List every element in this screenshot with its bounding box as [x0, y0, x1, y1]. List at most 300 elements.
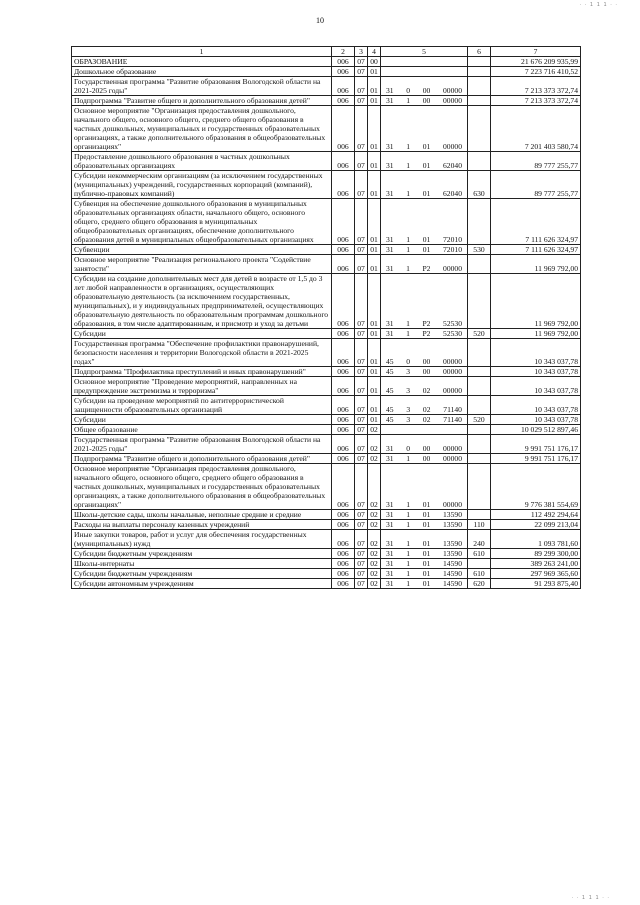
row-pr: 02	[368, 569, 381, 579]
cs-code-parts	[383, 367, 465, 376]
row-pr: 02	[368, 559, 381, 569]
cs-part: 13590	[443, 520, 462, 529]
row-name: Государственная программа "Обеспечение профилактики правонарушений, безопасности населения и территории Вологодской области в 2021-2025 годах"	[72, 339, 332, 367]
cs-part: 00000	[443, 444, 462, 453]
cs-part: 01	[422, 142, 431, 151]
cs-part: 01	[422, 539, 431, 548]
row-name: Подпрограмма "Профилактика преступлений и иных правонарушений"	[72, 367, 332, 377]
row-pr: 01	[368, 339, 381, 367]
cs-part: 3	[406, 386, 411, 395]
cs-part: 31	[386, 245, 394, 254]
row-pr: 01	[368, 415, 381, 425]
row-sum: 7 213 373 372,74	[491, 96, 581, 106]
cs-part: 00	[422, 357, 431, 366]
cs-part: 1	[406, 189, 411, 198]
row-pr: 02	[368, 464, 381, 510]
row-name: Государственная программа "Развитие образования Вологодской области на 2021-2025 годы"	[72, 435, 332, 454]
cs-part: 52530	[443, 319, 462, 328]
row-ved: 006	[332, 520, 355, 530]
row-sum: 7 201 403 580,74	[491, 106, 581, 152]
row-vr	[468, 199, 491, 245]
row-rz: 07	[355, 96, 368, 106]
cs-part: 31	[386, 510, 394, 519]
cs-part: 00	[422, 367, 431, 376]
row-ved: 006	[332, 415, 355, 425]
cs-part: P2	[422, 329, 431, 338]
row-name: Субсидии на проведение мероприятий по антитеррористической защищенности образовательных организаций	[72, 396, 332, 415]
cs-part: 45	[386, 386, 394, 395]
cs-part: 02	[422, 405, 431, 414]
cs-part: 14590	[443, 579, 462, 588]
cs-part: 1	[406, 549, 411, 558]
table-row	[72, 454, 581, 464]
table-row	[72, 579, 581, 589]
row-vr: 520	[468, 415, 491, 425]
table-row	[72, 510, 581, 520]
row-ved: 006	[332, 171, 355, 199]
row-name: Основное мероприятие "Организация предоставления дошкольного, начального общего, основного общего, среднего общего образования в частных дошкольных, муниципальных и государственных образовательных организациях, а также дополнительного образования в общеобразовательных организациях"	[72, 464, 332, 510]
row-sum: 89 299 300,00	[491, 549, 581, 559]
cs-part: 71140	[443, 405, 462, 414]
cs-part: 02	[422, 386, 431, 395]
row-ved: 006	[332, 199, 355, 245]
cs-part: 00000	[443, 367, 462, 376]
budget-table	[71, 46, 581, 589]
row-name: Иные закупки товаров, работ и услуг для обеспечения государственных (муниципальных) нужд	[72, 530, 332, 549]
row-rz: 07	[355, 510, 368, 520]
row-cs	[381, 530, 468, 549]
cs-code-parts	[383, 189, 465, 198]
cs-code-parts	[383, 579, 465, 588]
table-row	[72, 57, 581, 67]
row-rz: 07	[355, 520, 368, 530]
row-rz: 07	[355, 199, 368, 245]
cs-part: 00	[422, 454, 431, 463]
row-sum: 10 343 037,78	[491, 396, 581, 415]
row-name: Основное мероприятие "Организация предоставления дошкольного, начального общего, основного общего, среднего общего образования в частных дошкольных, муниципальных и государственных образовательных организациях, а также дополнительного образования в общеобразовательных организациях"	[72, 106, 332, 152]
row-cs	[381, 415, 468, 425]
cs-part: 00000	[443, 86, 462, 95]
row-rz: 07	[355, 274, 368, 329]
row-sum: 21 676 209 935,99	[491, 57, 581, 67]
cs-code-parts	[383, 510, 465, 519]
row-sum: 1 093 781,60	[491, 530, 581, 549]
row-ved: 006	[332, 549, 355, 559]
cs-part: 45	[386, 367, 394, 376]
cs-part: P2	[422, 264, 431, 273]
row-sum: 11 969 792,00	[491, 274, 581, 329]
row-name: Расходы на выплаты персоналу казенных учреждений	[72, 520, 332, 530]
row-rz: 07	[355, 367, 368, 377]
row-cs	[381, 171, 468, 199]
row-cs	[381, 245, 468, 255]
cs-code-parts	[383, 142, 465, 151]
row-sum: 22 099 213,04	[491, 520, 581, 530]
cs-part: 31	[386, 264, 394, 273]
cs-part: 31	[386, 539, 394, 548]
cs-part: 01	[422, 559, 431, 568]
row-cs	[381, 549, 468, 559]
cs-part: 01	[422, 500, 431, 509]
row-vr	[468, 274, 491, 329]
cs-part: 01	[422, 510, 431, 519]
cs-part: 01	[422, 189, 431, 198]
cs-part: 45	[386, 415, 394, 424]
table-row	[72, 274, 581, 329]
cs-code-parts	[383, 357, 465, 366]
row-name: Субсидии на создание дополнительных мест для детей в возрасте от 1,5 до 3 лет любой направленности в организациях, осуществляющих образовательную деятельность (за исключением государственных, муниципальных), и у индивидуальных предпринимателей, осуществляющих образовательную деятельность по образовательным программам дошкольного образования, в том числе адаптированным, и присмотр и уход за детьми	[72, 274, 332, 329]
table-row	[72, 559, 581, 569]
row-vr: 630	[468, 171, 491, 199]
row-rz: 07	[355, 549, 368, 559]
cs-part: 1	[406, 539, 411, 548]
row-vr: 110	[468, 520, 491, 530]
page-number: 10	[316, 16, 324, 25]
row-cs	[381, 152, 468, 171]
row-pr: 02	[368, 454, 381, 464]
row-cs	[381, 464, 468, 510]
table-row	[72, 339, 581, 367]
row-cs	[381, 67, 468, 77]
row-vr: 610	[468, 549, 491, 559]
row-rz: 07	[355, 559, 368, 569]
row-sum: 10 343 037,78	[491, 339, 581, 367]
cs-code-parts	[383, 96, 465, 105]
row-ved: 006	[332, 274, 355, 329]
row-sum: 7 223 716 410,52	[491, 67, 581, 77]
row-vr	[468, 367, 491, 377]
cs-code-parts	[383, 415, 465, 424]
cs-part: 1	[406, 569, 411, 578]
row-ved: 006	[332, 67, 355, 77]
row-rz: 07	[355, 579, 368, 589]
row-cs	[381, 435, 468, 454]
cs-part: P2	[422, 319, 431, 328]
cs-part: 31	[386, 520, 394, 529]
row-sum: 89 777 255,77	[491, 152, 581, 171]
row-name: Субвенции	[72, 245, 332, 255]
row-vr	[468, 435, 491, 454]
cs-part: 45	[386, 405, 394, 414]
row-sum: 91 293 875,40	[491, 579, 581, 589]
row-name: Дошкольное образование	[72, 67, 332, 77]
row-pr: 02	[368, 510, 381, 520]
cs-part: 31	[386, 329, 394, 338]
cs-part: 00	[422, 444, 431, 453]
row-pr: 01	[368, 67, 381, 77]
row-pr: 02	[368, 425, 381, 435]
row-sum: 11 969 792,00	[491, 255, 581, 274]
table-header	[72, 47, 581, 57]
row-vr	[468, 510, 491, 520]
row-ved: 006	[332, 77, 355, 96]
table-row	[72, 171, 581, 199]
row-ved: 006	[332, 96, 355, 106]
cs-part: 31	[386, 579, 394, 588]
table-row	[72, 67, 581, 77]
row-vr	[468, 255, 491, 274]
cs-part: 00000	[443, 454, 462, 463]
cs-part: 00000	[443, 386, 462, 395]
row-sum: 9 991 751 176,17	[491, 454, 581, 464]
row-ved: 006	[332, 106, 355, 152]
cs-code-parts	[383, 264, 465, 273]
cs-part: 01	[422, 520, 431, 529]
cs-part: 72010	[443, 235, 462, 244]
cs-part: 13590	[443, 539, 462, 548]
cs-code-parts	[383, 454, 465, 463]
cs-part: 1	[406, 579, 411, 588]
table-row	[72, 199, 581, 245]
table-row	[72, 377, 581, 396]
row-pr: 01	[368, 106, 381, 152]
cs-part: 3	[406, 415, 411, 424]
row-vr	[468, 454, 491, 464]
cs-part: 02	[422, 415, 431, 424]
header-cell: 4	[368, 47, 381, 57]
row-rz: 07	[355, 106, 368, 152]
cs-part: 14590	[443, 569, 462, 578]
row-cs	[381, 199, 468, 245]
table-row	[72, 106, 581, 152]
row-cs	[381, 510, 468, 520]
cs-part: 1	[406, 500, 411, 509]
table-row	[72, 329, 581, 339]
row-vr	[468, 77, 491, 96]
row-sum: 389 263 241,00	[491, 559, 581, 569]
row-cs	[381, 96, 468, 106]
table-row	[72, 396, 581, 415]
row-rz: 07	[355, 530, 368, 549]
row-rz: 07	[355, 171, 368, 199]
row-vr	[468, 339, 491, 367]
table-row	[72, 549, 581, 559]
row-pr: 01	[368, 329, 381, 339]
row-vr: 520	[468, 329, 491, 339]
row-pr: 01	[368, 96, 381, 106]
row-name: Субсидии некоммерческим организациям (за исключением государственных (муниципальных) учреждений, государственных корпораций (компаний), публично-правовых компаний)	[72, 171, 332, 199]
cs-part: 01	[422, 569, 431, 578]
row-ved: 006	[332, 377, 355, 396]
cs-code-parts	[383, 500, 465, 509]
row-sum: 7 111 626 324,97	[491, 199, 581, 245]
cs-code-parts	[383, 569, 465, 578]
row-rz: 07	[355, 329, 368, 339]
row-ved: 006	[332, 435, 355, 454]
row-rz: 07	[355, 454, 368, 464]
row-pr: 01	[368, 367, 381, 377]
cs-part: 31	[386, 559, 394, 568]
cs-code-parts	[383, 245, 465, 254]
table-row	[72, 255, 581, 274]
row-ved: 006	[332, 57, 355, 67]
cs-code-parts	[383, 405, 465, 414]
row-vr	[468, 57, 491, 67]
row-pr: 02	[368, 520, 381, 530]
row-rz: 07	[355, 255, 368, 274]
row-cs	[381, 377, 468, 396]
row-cs	[381, 255, 468, 274]
header-cell: 2	[332, 47, 355, 57]
cs-part: 31	[386, 319, 394, 328]
row-pr: 02	[368, 435, 381, 454]
cs-part: 31	[386, 454, 394, 463]
cs-part: 31	[386, 142, 394, 151]
row-rz: 07	[355, 377, 368, 396]
cs-part: 14590	[443, 559, 462, 568]
row-ved: 006	[332, 425, 355, 435]
row-pr: 01	[368, 274, 381, 329]
row-rz: 07	[355, 57, 368, 67]
row-vr: 530	[468, 245, 491, 255]
row-name: Предоставление дошкольного образования в частных дошкольных образовательных организациях	[72, 152, 332, 171]
row-rz: 07	[355, 339, 368, 367]
header-cell: 5	[381, 47, 468, 57]
row-rz: 07	[355, 425, 368, 435]
cs-code-parts	[383, 539, 465, 548]
row-ved: 006	[332, 559, 355, 569]
cs-part: 31	[386, 500, 394, 509]
cs-part: 1	[406, 142, 411, 151]
row-rz: 07	[355, 569, 368, 579]
row-cs	[381, 106, 468, 152]
row-ved: 006	[332, 255, 355, 274]
row-vr	[468, 425, 491, 435]
cs-part: 01	[422, 245, 431, 254]
cs-code-parts	[383, 235, 465, 244]
table-row	[72, 415, 581, 425]
cs-part: 31	[386, 86, 394, 95]
cs-code-parts	[383, 444, 465, 453]
row-ved: 006	[332, 569, 355, 579]
cs-part: 52530	[443, 329, 462, 338]
cs-part: 13590	[443, 510, 462, 519]
cs-code-parts	[383, 520, 465, 529]
row-ved: 006	[332, 454, 355, 464]
row-rz: 07	[355, 77, 368, 96]
table-body	[72, 57, 581, 589]
scan-corner-mark-bottom: · · 1 1 1 · ·	[571, 895, 610, 901]
table-row	[72, 425, 581, 435]
row-vr: 620	[468, 579, 491, 589]
cs-code-parts	[383, 386, 465, 395]
row-ved: 006	[332, 329, 355, 339]
row-cs	[381, 454, 468, 464]
row-rz: 07	[355, 396, 368, 415]
row-vr	[468, 152, 491, 171]
row-cs	[381, 425, 468, 435]
row-name: Подпрограмма "Развитие общего и дополнительного образования детей"	[72, 96, 332, 106]
row-cs	[381, 520, 468, 530]
cs-part: 00000	[443, 96, 462, 105]
row-vr	[468, 96, 491, 106]
row-cs	[381, 339, 468, 367]
row-ved: 006	[332, 152, 355, 171]
row-name: Субсидии	[72, 329, 332, 339]
row-ved: 006	[332, 510, 355, 520]
row-sum: 11 969 792,00	[491, 329, 581, 339]
row-cs	[381, 329, 468, 339]
row-sum: 112 492 294,64	[491, 510, 581, 520]
table-row	[72, 569, 581, 579]
row-rz: 07	[355, 67, 368, 77]
row-name: Субсидии	[72, 415, 332, 425]
row-name: Основное мероприятие "Реализация регионального проекта "Содействие занятости"	[72, 255, 332, 274]
cs-part: 72010	[443, 245, 462, 254]
table-row	[72, 152, 581, 171]
cs-code-parts	[383, 161, 465, 170]
cs-part: 1	[406, 161, 411, 170]
cs-part: 71140	[443, 415, 462, 424]
row-ved: 006	[332, 464, 355, 510]
row-vr: 240	[468, 530, 491, 549]
row-cs	[381, 569, 468, 579]
cs-part: 0	[406, 357, 411, 366]
cs-part: 1	[406, 520, 411, 529]
row-pr: 01	[368, 152, 381, 171]
cs-part: 1	[406, 510, 411, 519]
cs-part: 31	[386, 235, 394, 244]
row-rz: 07	[355, 415, 368, 425]
row-ved: 006	[332, 339, 355, 367]
row-name: Субсидии автономным учреждениям	[72, 579, 332, 589]
row-sum: 10 343 037,78	[491, 377, 581, 396]
table-row	[72, 464, 581, 510]
cs-part: 13590	[443, 549, 462, 558]
cs-part: 00	[422, 86, 431, 95]
cs-part: 62040	[443, 161, 462, 170]
row-cs	[381, 77, 468, 96]
row-pr: 02	[368, 530, 381, 549]
cs-part: 1	[406, 454, 411, 463]
row-vr	[468, 106, 491, 152]
row-name: Государственная программа "Развитие образования Вологодской области на 2021-2025 годы"	[72, 77, 332, 96]
row-sum: 89 777 255,77	[491, 171, 581, 199]
row-name: Общее образование	[72, 425, 332, 435]
cs-part: 1	[406, 559, 411, 568]
row-cs	[381, 57, 468, 67]
cs-part: 00000	[443, 357, 462, 366]
cs-part: 3	[406, 405, 411, 414]
row-cs	[381, 274, 468, 329]
cs-part: 0	[406, 444, 411, 453]
cs-part: 31	[386, 189, 394, 198]
row-sum: 7 111 626 324,97	[491, 245, 581, 255]
cs-part: 01	[422, 549, 431, 558]
cs-part: 0	[406, 86, 411, 95]
header-cell: 3	[355, 47, 368, 57]
row-sum: 10 343 037,78	[491, 367, 581, 377]
cs-part: 01	[422, 579, 431, 588]
cs-part: 1	[406, 245, 411, 254]
table-row	[72, 77, 581, 96]
cs-part: 1	[406, 96, 411, 105]
row-vr	[468, 377, 491, 396]
table-row	[72, 435, 581, 454]
row-ved: 006	[332, 367, 355, 377]
row-name: Основное мероприятие "Проведение мероприятий, направленных на предупреждение экстремизма и терроризма"	[72, 377, 332, 396]
row-pr: 01	[368, 396, 381, 415]
cs-part: 31	[386, 444, 394, 453]
cs-part: 31	[386, 96, 394, 105]
row-pr: 01	[368, 77, 381, 96]
row-vr	[468, 67, 491, 77]
cs-part: 00000	[443, 500, 462, 509]
cs-part: 00000	[443, 142, 462, 151]
row-cs	[381, 579, 468, 589]
row-name: Подпрограмма "Развитие общего и дополнительного образования детей"	[72, 454, 332, 464]
row-ved: 006	[332, 530, 355, 549]
